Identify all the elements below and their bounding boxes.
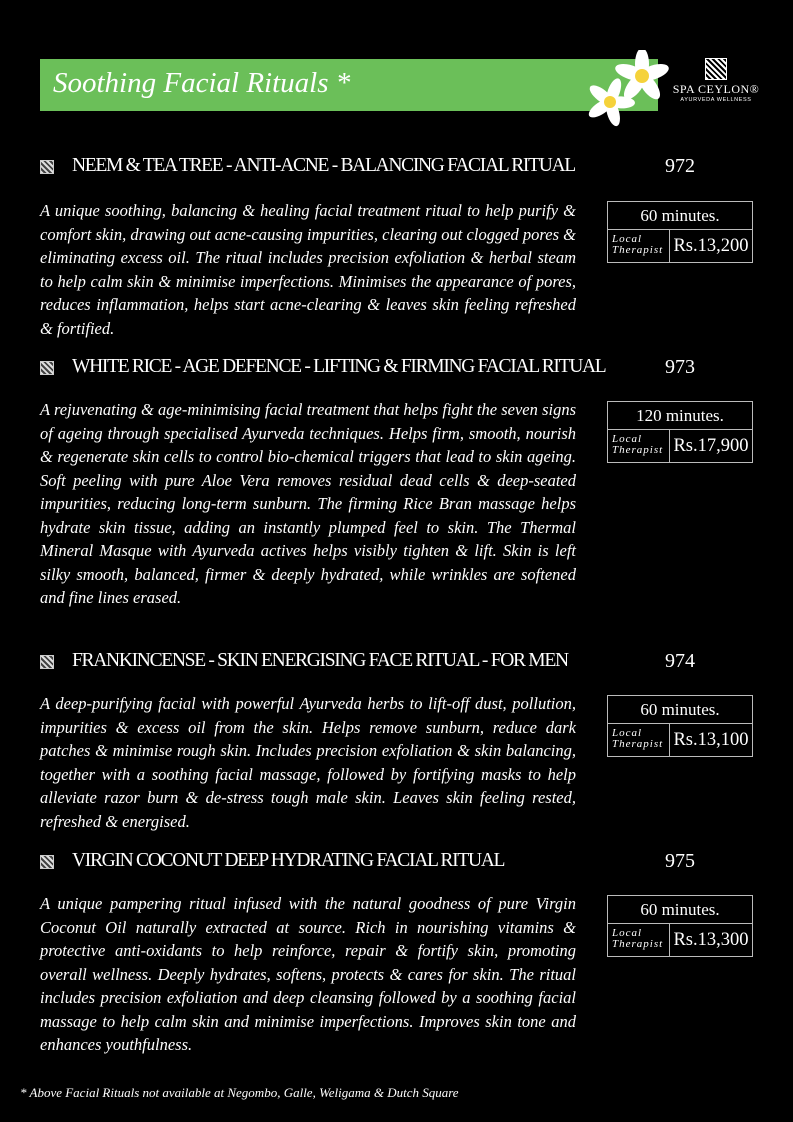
logo-tagline: AYURVEDA WELLNESS xyxy=(680,97,752,103)
ritual-description: A unique soothing, balancing & healing facial treatment ritual to help purify & comfort skin, drawing out acne-causing impurities, clearing out clogged pores & eliminating excess oil. The ritual includes precision exfoliation & herbal steam to help calm skin & minimise imperfections. Minimises the appearance of pores, reduces inflammation, helps start acne-clearing & leaves skin feeling refreshed & fortified. xyxy=(40,201,576,338)
ritual-header xyxy=(40,152,760,182)
bullet-icon xyxy=(40,361,54,375)
duration: 60 minutes. xyxy=(608,202,752,230)
ritual-description: A unique pampering ritual infused with the natural goodness of pure Virgin Coconut Oil naturally extracted at source. Rich in nourishing vitamins & protective anti-oxidants to help reinforce, repair & fortify skin, promoting overall wellness. Deeply hydrates, softens, protects & cares for skin. The ritual includes precision exfoliation and deep cleansing followed by a soothing facial massage to help calm skin and minimise imperfections. Improves skin tone and enhances youthfulness. xyxy=(40,894,576,1054)
duration: 60 minutes. xyxy=(608,696,752,724)
ritual-header xyxy=(40,647,760,677)
price-row xyxy=(608,724,752,757)
ritual-header xyxy=(40,353,760,383)
ritual-name: NEEM & TEA TREE - ANTI-ACNE - BALANCING FACIAL RITUAL xyxy=(72,155,575,176)
logo-name: SPA CEYLON® xyxy=(672,82,760,96)
ritual-code: 974 xyxy=(665,650,695,672)
ritual-name: WHITE RICE - AGE DEFENCE - LIFTING & FIRMING FACIAL RITUAL xyxy=(72,356,606,377)
price-row xyxy=(608,924,752,957)
price-row xyxy=(608,430,752,463)
price-box xyxy=(607,695,753,757)
ritual-header xyxy=(40,847,760,877)
ritual-description: A deep-purifying facial with powerful Ayurveda herbs to lift-off dust, pollution, impurities & excess oil from the skin. Helps remove sunburn, reduce dark patches & minimise rough skin. Includes precision exfoliation & skin balancing, together with a soothing facial massage, followed by fortifying masks to help alleviate razor burn & de-stress tough male skin. Leaves skin feeling rested, refreshed & energised. xyxy=(40,694,576,831)
therapist-label: Local Therapist xyxy=(608,724,670,757)
price: Rs.13,100 xyxy=(673,730,749,750)
title-banner xyxy=(40,59,658,111)
price-box xyxy=(607,201,753,263)
ritual-name: FRANKINCENSE - SKIN ENERGISING FACE RITUAL - FOR MEN xyxy=(72,650,568,671)
therapist-label: Local Therapist xyxy=(608,430,670,463)
page-title: Soothing Facial Rituals * xyxy=(53,67,351,99)
bullet-icon xyxy=(40,855,54,869)
ritual-code: 975 xyxy=(665,850,695,872)
ritual-name: VIRGIN COCONUT DEEP HYDRATING FACIAL RITUAL xyxy=(72,850,505,871)
price-row xyxy=(608,230,752,263)
ritual-code: 973 xyxy=(665,356,695,378)
spa-ceylon-logo xyxy=(670,58,762,118)
price-box xyxy=(607,401,753,463)
logo-mark-icon xyxy=(705,58,727,80)
duration: 60 minutes. xyxy=(608,896,752,924)
footnote: * Above Facial Rituals not available at Negombo, Galle, Weligama & Dutch Square xyxy=(20,1085,459,1100)
price: Rs.17,900 xyxy=(673,436,749,456)
therapist-label: Local Therapist xyxy=(608,924,670,957)
bullet-icon xyxy=(40,160,54,174)
price: Rs.13,200 xyxy=(673,236,749,256)
price: Rs.13,300 xyxy=(673,930,749,950)
therapist-label: Local Therapist xyxy=(608,230,670,263)
frangipani-flower-icon xyxy=(584,50,676,128)
price-box xyxy=(607,895,753,957)
ritual-code: 972 xyxy=(665,155,695,177)
duration: 120 minutes. xyxy=(608,402,752,430)
bullet-icon xyxy=(40,655,54,669)
ritual-description: A rejuvenating & age-minimising facial treatment that helps fight the seven signs of ageing through specialised Ayurveda techniques. Helps firm, smooth, nourish & regenerate skin cells to control bio-chemical triggers that lead to skin ageing. Soft peeling with pure Aloe Vera removes residual dead cells & deep-seated impurities, reducing long-term sunburn. The firming Rice Bran massage helps hydrate skin tissue, adding an instantly plumped feel to skin. The Thermal Mineral Masque with Ayurveda actives helps visibly tighten & lift. Skin is left silky smooth, balanced, firmer & deeply hydrated, while wrinkles are softened and fine lines erased. xyxy=(40,400,576,607)
